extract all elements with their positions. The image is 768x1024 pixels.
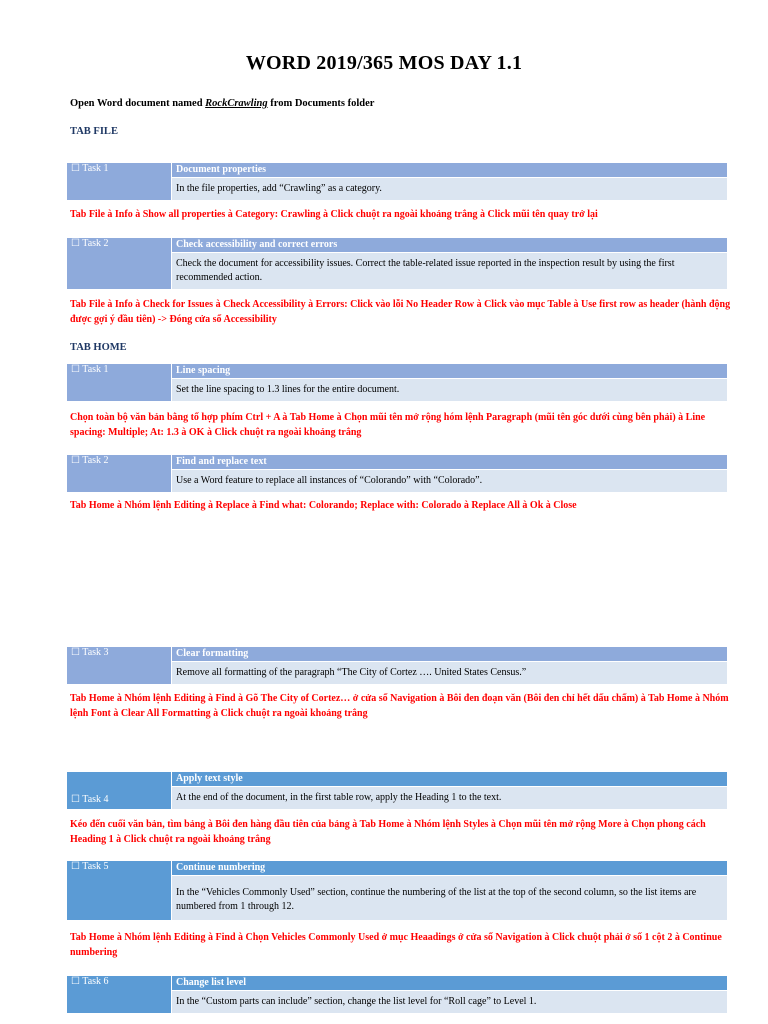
task-description: Use a Word feature to replace all instances of “Colorando” with “Colorado”. <box>172 470 728 493</box>
task-table <box>66 363 728 402</box>
task-label: ☐ Task 4 <box>67 772 172 810</box>
task-table <box>66 860 728 921</box>
task-table <box>66 646 728 685</box>
task-label: ☐ Task 3 <box>67 647 172 685</box>
intro-suffix: from Documents folder <box>267 98 375 109</box>
task-table <box>66 237 728 290</box>
task-table <box>66 162 728 201</box>
task-label: ☐ Task 1 <box>67 163 172 201</box>
task-label: ☐ Task 1 <box>67 364 172 402</box>
intro-prefix: Open Word document named <box>70 98 206 109</box>
task-heading: Line spacing <box>172 364 728 379</box>
task-heading: Document properties <box>172 163 728 178</box>
task-description: In the file properties, add “Crawling” as a category. <box>172 178 728 201</box>
task-instruction: Tab Home à Nhóm lệnh Editing à Find à Gõ The City of Cortez… ở cửa sổ Navigation à Bôi đen đoạn văn (Bôi đen chỉ hết dấu chấm) à Tab Home à Nhóm lệnh Font à Clear All Formatting à Click chuột ra ngoài khoảng trắng <box>70 693 729 719</box>
task-description: Check the document for accessibility issues. Correct the table-related issue reported in the inspection result by using the first recommended action. <box>172 253 728 290</box>
task-instruction: Tab Home à Nhóm lệnh Editing à Find à Chọn Vehicles Commonly Used ở mục Heaadings ở cửa sổ Navigation à Click chuột phải ở số 1 cột 2 à Continue numbering <box>70 932 722 958</box>
task-instruction: Tab File à Info à Check for Issues à Check Accessibility à Errors: Click vào lỗi No Header Row à Click vào mục Table à Use first row as header (hành động được gợi ý đầu tiên) -> Đóng cửa sổ Accessibility <box>70 299 731 325</box>
task-description: Remove all formatting of the paragraph “The City of Cortez …. United States Census.” <box>172 662 728 685</box>
task-instruction: Kéo đến cuối văn bản, tìm bảng à Bôi đen hàng đầu tiên của bảng à Tab Home à Nhóm lệnh Styles à Chọn mũi tên mở rộng More à Chọn phong cách Heading 1 à Click chuột ra ngoài khoảng trắng <box>70 819 706 845</box>
task-table <box>66 771 728 810</box>
task-description: At the end of the document, in the first table row, apply the Heading 1 to the text. <box>172 787 728 810</box>
task-label: ☐ Task 6 <box>67 976 172 1014</box>
task-description: In the “Vehicles Commonly Used” section, continue the numbering of the list at the top of the second column, so the list items are numbered from 1 through 12. <box>172 876 728 921</box>
task-label: ☐ Task 2 <box>67 455 172 493</box>
task-label: ☐ Task 2 <box>67 238 172 290</box>
task-table <box>66 454 728 493</box>
task-heading: Clear formatting <box>172 647 728 662</box>
task-heading: Find and replace text <box>172 455 728 470</box>
task-instruction: Chọn toàn bộ văn bản bằng tổ hợp phím Ctrl + A à Tab Home à Chọn mũi tên mở rộng hóm lệnh Paragraph (mũi tên góc dưới cùng bên phải) à Line spacing: Multiple; At: 1.3 à OK à Click chuột ra ngoài khoảng trắng <box>70 412 706 438</box>
task-description: Set the line spacing to 1.3 lines for the entire document. <box>172 379 728 402</box>
task-heading: Check accessibility and correct errors <box>172 238 728 253</box>
task-heading: Apply text style <box>172 772 728 787</box>
section-heading-file: TAB FILE <box>70 126 118 137</box>
document-name: RockCrawling <box>205 98 268 109</box>
task-heading: Continue numbering <box>172 861 728 876</box>
task-heading: Change list level <box>172 976 728 991</box>
document-title: WORD 2019/365 MOS DAY 1.1 <box>245 52 523 74</box>
task-table <box>66 975 728 1014</box>
intro-line <box>70 98 374 109</box>
task-instruction: Tab Home à Nhóm lệnh Editing à Replace à Find what: Colorando; Replace with: Colorado à Replace All à Ok à Close <box>70 500 577 511</box>
section-heading-home: TAB HOME <box>70 342 127 353</box>
task-description: In the “Custom parts can include” section, change the list level for “Roll cage” to Level 1. <box>172 991 728 1014</box>
task-label: ☐ Task 5 <box>67 861 172 921</box>
task-instruction: Tab File à Info à Show all properties à Category: Crawling à Click chuột ra ngoài khoảng trắng à Click mũi tên quay trở lại <box>70 209 598 220</box>
